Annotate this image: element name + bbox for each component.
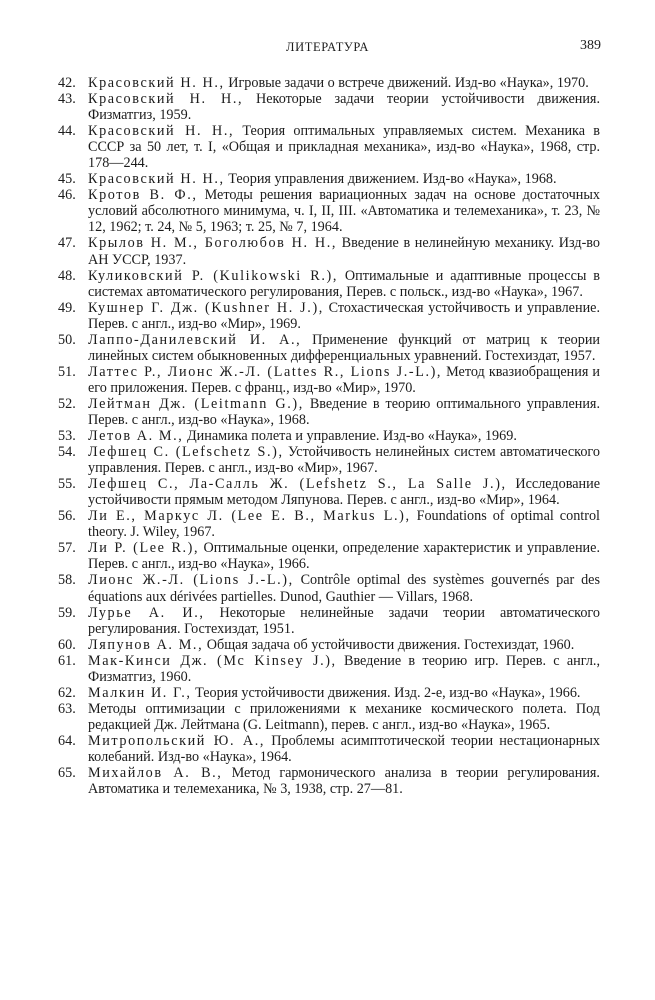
reference-author: Митропольский Ю. А., [88, 732, 266, 749]
reference-item [58, 331, 601, 364]
reference-item [58, 700, 600, 733]
reference-author: Лефшец С. (Lefschetz S.), [88, 444, 284, 461]
reference-number: 42. [58, 75, 76, 91]
reference-text: Игровые задачи о встрече движений. Изд-во «Наука», 1970. [224, 75, 589, 91]
reference-item [58, 684, 600, 701]
reference-number: 61. [58, 652, 76, 669]
reference-item [58, 572, 600, 605]
page-number: 389 [580, 38, 601, 53]
reference-item [58, 123, 600, 172]
reference-item [58, 395, 601, 428]
reference-text: Теория устойчивости движения. Изд. 2-е, изд-во «Наука», 1966. [191, 684, 581, 701]
reference-text: Динамика полета и управление. Изд-во «Наука», 1969. [183, 428, 517, 445]
reference-item [58, 604, 600, 637]
reference-item [58, 476, 600, 509]
reference-text: Общая задача об устойчивости движения. Гостехиздат, 1960. [203, 636, 575, 653]
reference-number: 56. [58, 508, 76, 525]
reference-author: Лефшец С., Ла-Салль Ж. (Lefshetz S., La Salle J.), [88, 476, 507, 493]
reference-author: Ли Р. (Lee R.), [88, 540, 200, 557]
reference-item [58, 540, 600, 573]
reference-text: Contrôle optimal des systèmes gouvernés par des équations aux dérivées partielles. Dunod, Gauthier — Villars, 1968. [88, 572, 600, 605]
reference-number: 43. [58, 91, 76, 108]
reference-item [58, 508, 600, 541]
running-head: ЛИТЕРАТУРА [286, 40, 369, 54]
reference-item [58, 428, 600, 445]
reference-number: 59. [58, 604, 76, 621]
reference-author: Кротов В. Ф., [88, 187, 198, 204]
reference-item [58, 636, 600, 653]
reference-text: Проблемы асимптотической теории нестационарных колебаний. Изд-во «Наука», 1964. [88, 732, 600, 765]
reference-number: 65. [58, 765, 76, 782]
reference-text: Введение в нелинейную механику. Изд-во АН УССР, 1937. [88, 235, 600, 268]
reference-text: Метод гармонического анализа в теории регулирования. Автоматика и телемеханика, № 3, 1938, стр. 27—81. [88, 765, 600, 798]
reference-number: 50. [58, 331, 76, 348]
reference-text: Введение в теорию оптимального управления. Перев. с англ., изд-во «Наука», 1968. [88, 395, 601, 428]
reference-number: 48. [58, 267, 76, 284]
reference-author: Красовский Н. Н., [88, 75, 225, 91]
reference-item [58, 75, 600, 91]
reference-item [58, 652, 600, 685]
reference-author: Лаппо-Данилевский И. А., [88, 331, 302, 348]
reference-author: Куликовский Р. (Kulikowski R.), [88, 267, 338, 284]
reference-item [58, 444, 600, 477]
reference-author: Лионс Ж.-Л. (Lions J.-L.), [88, 572, 294, 589]
reference-number: 52. [58, 395, 76, 412]
reference-text: Устойчивость нелинейных систем автоматического управления. Перев. с англ., изд-во «Мир», 1967. [88, 444, 600, 477]
reference-author: Крылов Н. М., Боголюбов Н. Н., [88, 235, 338, 252]
reference-author: Красовский Н. Н., [88, 123, 235, 140]
reference-author: Латтес Р., Лионс Ж.-Л. (Lattes R., Lions J.-L.), [88, 363, 443, 380]
reference-number: 63. [58, 700, 76, 717]
reference-text: Метод квазиобращения и его приложения. Перев. с франц., изд-во «Мир», 1970. [88, 363, 600, 396]
reference-item [58, 267, 600, 300]
reference-author: Малкин И. Г., [88, 684, 192, 701]
reference-number: 62. [58, 684, 76, 701]
reference-number: 55. [58, 476, 76, 493]
reference-text: Применение функций от матриц к теории линейных систем обыкновенных дифференциальных уравнений. Гостехиздат, 1957. [88, 331, 601, 364]
reference-text: Введение в теорию игр. Перев. с англ., Физматгиз, 1960. [88, 652, 600, 685]
reference-number: 45. [58, 171, 76, 188]
reference-text: Теория оптимальных управляемых систем. Механика в СССР за 50 лет, т. I, «Общая и прикладная механика», изд-во «Наука», 1968, стр. 178—244. [88, 123, 600, 172]
reference-text: Методы оптимизации с приложениями к механике космического полета. Под редакцией Дж. Лейтмана (G. Leitmann), перев. с англ., изд-во «Наука», 1965. [88, 700, 600, 733]
reference-text: Некоторые нелинейные задачи теории автоматического регулирования. Гостехиздат, 1951. [88, 604, 600, 637]
reference-number: 57. [58, 540, 76, 557]
reference-author: Красовский Н. Н., [88, 171, 225, 188]
reference-author: Лурье А. И., [88, 604, 205, 621]
page-header [0, 38, 655, 58]
reference-author: Мак-Кинси Дж. (Mc Kinsey J.), [88, 652, 337, 669]
reference-text: Некоторые задачи теории устойчивости движения. Физматгиз, 1959. [88, 91, 600, 124]
reference-item [58, 363, 600, 396]
reference-item [58, 765, 600, 798]
reference-number: 51. [58, 363, 76, 380]
reference-item [58, 171, 600, 188]
reference-number: 47. [58, 235, 76, 252]
reference-item [58, 299, 601, 332]
reference-text: Foundations of optimal control theory. J. Wiley, 1967. [88, 508, 600, 541]
reference-author: Красовский Н. Н., [88, 91, 244, 108]
reference-number: 58. [58, 572, 76, 589]
reference-number: 53. [58, 428, 76, 445]
reference-text: Методы решения вариационных задач на основе достаточных условий абсолютного минимума, ч. I, II, III. «Автоматика и телемеханика», т. 23, № 12, 1962; т. 24, № 5, 1963; т. 25, № 7, 1964. [88, 187, 600, 236]
reference-item [58, 732, 600, 765]
reference-text: Оптимальные оценки, определение характеристик и управление. Перев. с англ., изд-во «Наука», 1966. [88, 540, 600, 573]
reference-number: 64. [58, 732, 76, 749]
reference-author: Ли Е., Маркус Л. (Lee E. B., Markus L.), [88, 508, 411, 525]
reference-item [58, 235, 600, 268]
reference-author: Летов А. М., [88, 428, 184, 445]
reference-author: Михайлов А. В., [88, 765, 223, 782]
reference-number: 46. [58, 187, 76, 204]
reference-number: 49. [58, 299, 76, 316]
reference-text: Оптимальные и адаптивные процессы в системах автоматического регулирования, Перев. с польск., изд-во «Наука», 1967. [88, 267, 600, 300]
reference-text: Теория управления движением. Изд-во «Наука», 1968. [224, 171, 557, 188]
reference-number: 54. [58, 444, 76, 461]
reference-number: 60. [58, 636, 76, 653]
reference-text: Исследование устойчивости прямым методом Ляпунова. Перев. с англ., изд-во «Мир», 1964. [88, 476, 600, 509]
reference-author: Ляпунов А. М., [88, 636, 204, 653]
reference-text: Стохастическая устойчивость и управление. Перев. с англ., изд-во «Мир», 1969. [88, 299, 601, 332]
reference-item [58, 91, 600, 124]
reference-item [58, 187, 600, 236]
reference-author: Кушнер Г. Дж. (Kushner H. J.), [88, 299, 324, 316]
reference-number: 44. [58, 123, 76, 140]
reference-list [58, 75, 601, 798]
reference-author: Лейтман Дж. (Leitmann G.), [88, 395, 304, 412]
